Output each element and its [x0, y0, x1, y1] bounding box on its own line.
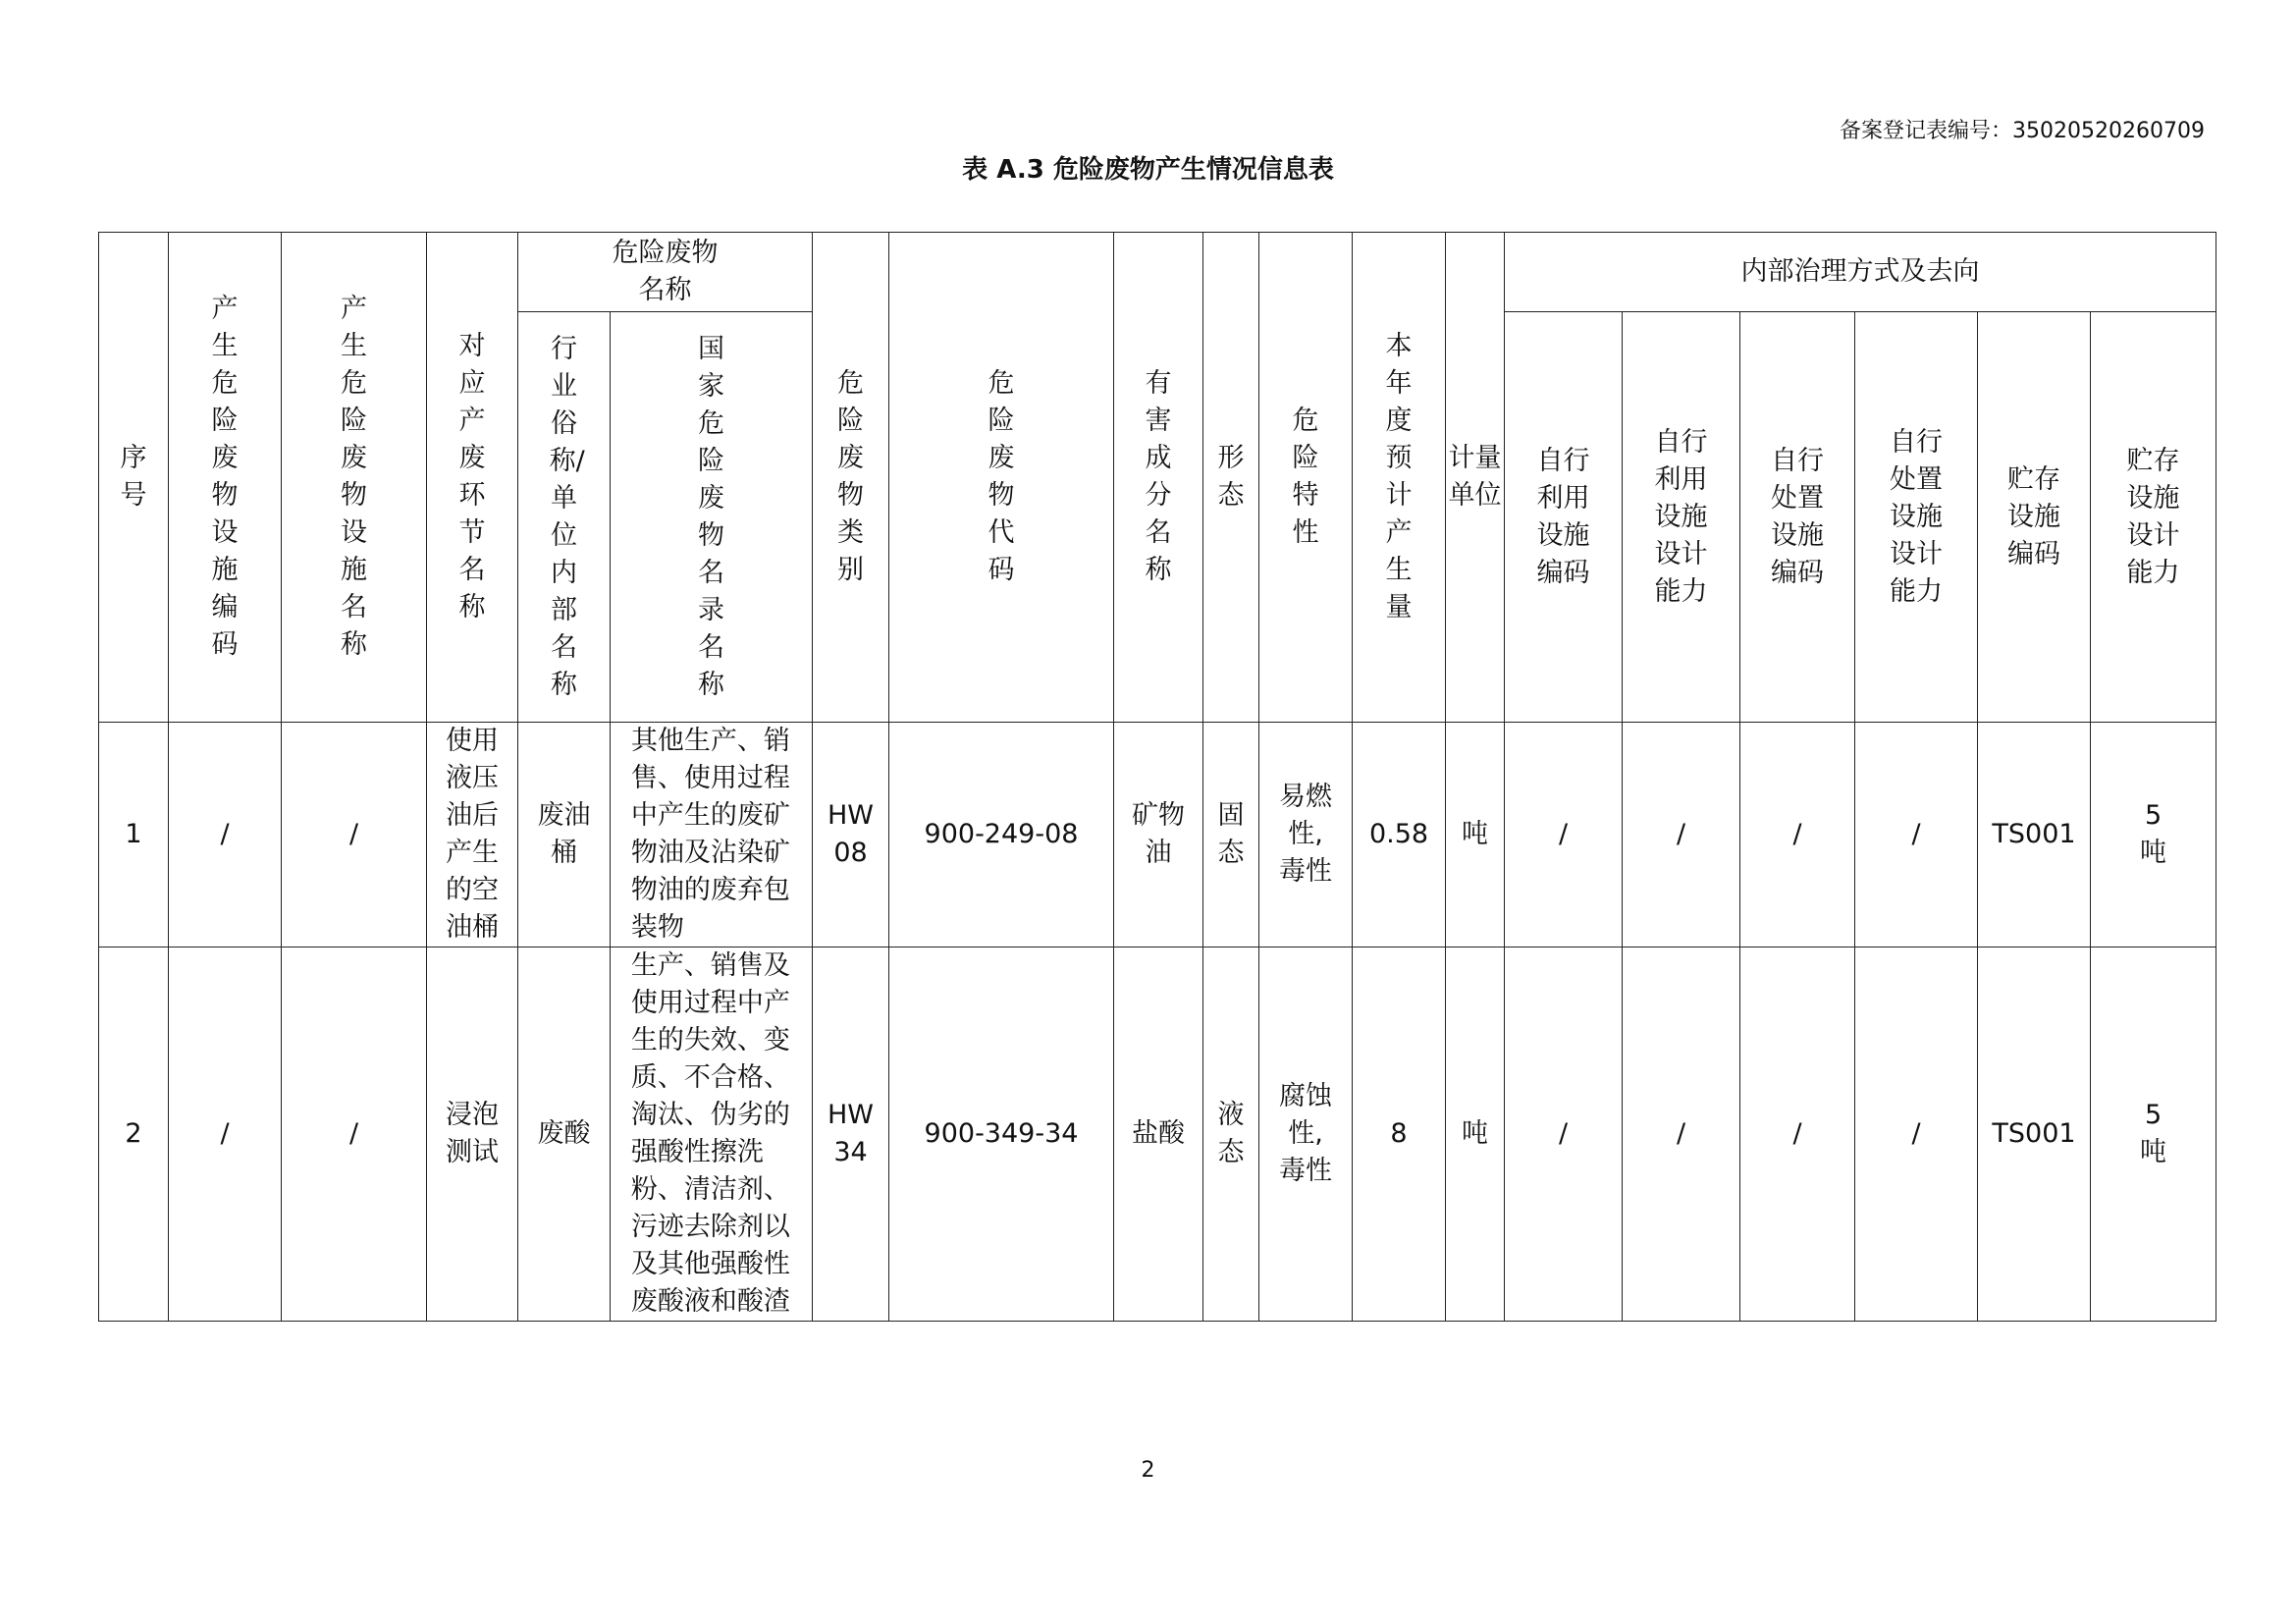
registration-number: 备案登记表编号：35020520260709	[1840, 119, 2205, 143]
col-hazardous-component: 有害成分名称	[1114, 233, 1203, 723]
hazardous-waste-table	[98, 232, 2216, 1322]
cell-facility-name: /	[282, 723, 427, 947]
cell-hazard: 腐蚀性,毒性	[1259, 947, 1353, 1322]
table-title: 表 A.3 危险废物产生情况信息表	[962, 155, 1334, 185]
col-self-disposal-cap: 自行处置设施设计能力	[1855, 312, 1978, 723]
col-self-disposal-code: 自行处置设施编码	[1740, 312, 1855, 723]
cell-self-disposal-code: /	[1740, 947, 1855, 1322]
table-row	[99, 947, 2216, 1322]
cell-hazard: 易燃性,毒性	[1259, 723, 1353, 947]
col-form: 形态	[1203, 233, 1259, 723]
col-national-name: 国家危险废物名录名称	[611, 312, 813, 723]
cell-hazardous-component: 盐酸	[1114, 947, 1203, 1322]
col-storage-cap: 贮存设施设计能力	[2091, 312, 2216, 723]
cell-storage-cap	[2091, 947, 2216, 1322]
cell-industry-name: 废油桶	[518, 723, 611, 947]
col-unit: 计量单位	[1446, 233, 1505, 723]
cell-facility-code: /	[169, 723, 282, 947]
storage-cap-unit: 吨	[2140, 1137, 2167, 1167]
cell-unit: 吨	[1446, 723, 1505, 947]
cell-self-use-cap: /	[1623, 947, 1740, 1322]
cell-industry-name: 废酸	[518, 947, 611, 1322]
cell-self-use-code: /	[1505, 723, 1623, 947]
cell-annual-amount: 0.58	[1353, 723, 1446, 947]
col-hazard: 危险特性	[1259, 233, 1353, 723]
col-facility-code: 产生危险废物设施编码	[169, 233, 282, 723]
cell-process: 浸泡测试	[427, 947, 518, 1322]
cell-category: HW08	[813, 723, 889, 947]
col-self-use-code: 自行利用设施编码	[1505, 312, 1623, 723]
cell-form: 固态	[1203, 723, 1259, 947]
cell-seq: 1	[99, 723, 169, 947]
cell-storage-code: TS001	[1978, 947, 2091, 1322]
cell-process: 使用液压油后产生的空油桶	[427, 723, 518, 947]
storage-cap-unit: 吨	[2140, 838, 2167, 868]
col-category: 危险废物类别	[813, 233, 889, 723]
col-facility-name: 产生危险废物设施名称	[282, 233, 427, 723]
cell-storage-code: TS001	[1978, 723, 2091, 947]
cell-form: 液态	[1203, 947, 1259, 1322]
cell-national-name: 生产、销售及使用过程中产生的失效、变质、不合格、淘汰、伪劣的强酸性擦洗粉、清洁剂、污迹去除剂以及其他强酸性废酸液和酸渣	[611, 947, 813, 1322]
storage-cap-value: 5	[2144, 1100, 2163, 1130]
cell-hazardous-component: 矿物油	[1114, 723, 1203, 947]
cell-seq: 2	[99, 947, 169, 1322]
table-row	[99, 723, 2216, 947]
cell-category: HW34	[813, 947, 889, 1322]
col-industry-name: 行业俗称/单位内部名称	[518, 312, 611, 723]
header-row-1	[99, 233, 2216, 312]
cell-facility-code: /	[169, 947, 282, 1322]
cell-self-use-cap: /	[1623, 723, 1740, 947]
cell-code: 900-349-34	[889, 947, 1114, 1322]
cell-self-disposal-cap: /	[1855, 723, 1978, 947]
storage-cap-value: 5	[2144, 800, 2163, 831]
cell-annual-amount: 8	[1353, 947, 1446, 1322]
col-group-waste-name: 危险废物名称	[518, 233, 813, 312]
col-annual-amount: 本年度预计产生量	[1353, 233, 1446, 723]
cell-unit: 吨	[1446, 947, 1505, 1322]
col-storage-code: 贮存设施编码	[1978, 312, 2091, 723]
cell-self-disposal-cap: /	[1855, 947, 1978, 1322]
cell-self-use-code: /	[1505, 947, 1623, 1322]
col-seq: 序号	[99, 233, 169, 723]
col-self-use-cap: 自行利用设施设计能力	[1623, 312, 1740, 723]
col-group-internal: 内部治理方式及去向	[1505, 233, 2216, 312]
cell-storage-cap	[2091, 723, 2216, 947]
col-process: 对应产废环节名称	[427, 233, 518, 723]
page-number: 2	[1141, 1458, 1155, 1483]
cell-self-disposal-code: /	[1740, 723, 1855, 947]
cell-facility-name: /	[282, 947, 427, 1322]
cell-code: 900-249-08	[889, 723, 1114, 947]
col-code: 危险废物代码	[889, 233, 1114, 723]
cell-national-name: 其他生产、销售、使用过程中产生的废矿物油及沾染矿物油的废弃包装物	[611, 723, 813, 947]
